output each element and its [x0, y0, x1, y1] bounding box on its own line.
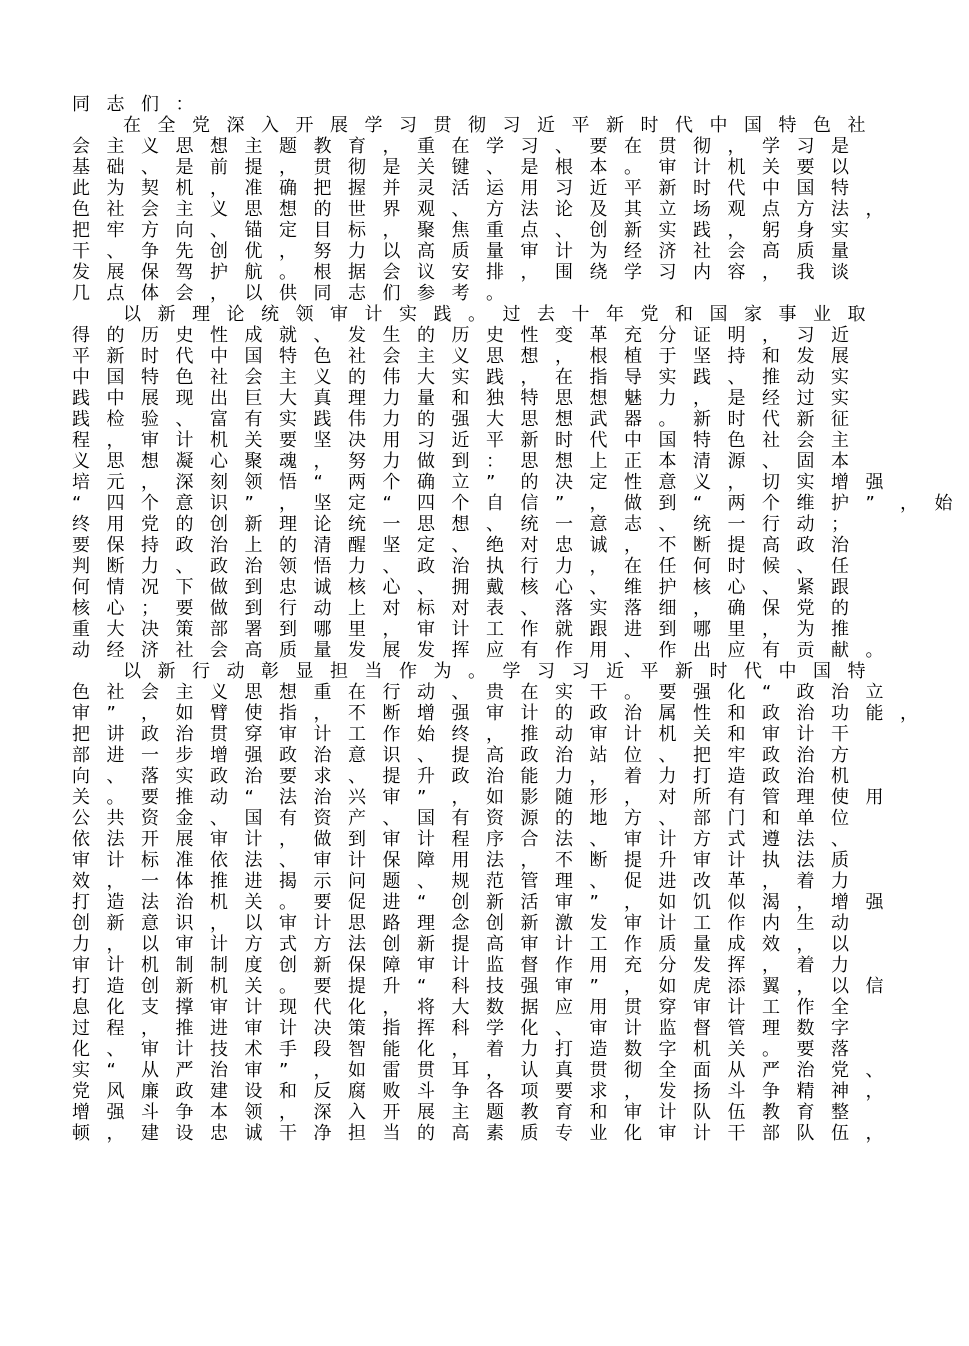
paragraph-line: 审 计 机 制 制 度 创 新 保 障 审 计 监 督 作 用 充 分 发 挥 ， 着 力 — [72, 955, 849, 976]
paragraph-first-line: 以 新 理 论 统 领 审 计 实 践 。 过 去 十 年 党 和 国 家 事 业 取 — [123, 304, 866, 325]
paragraph-line: 培 元 ， 深 刻 领 悟 “ 两 个 确 立 ” 的 决 定 性 意 义 ， 切 实 增 强 — [72, 472, 884, 493]
paragraph-line: 核 心 ； 要 做 到 行 动 上 对 标 对 表 、 落 实 落 细 ， 确 保 党 的 — [72, 598, 849, 619]
paragraph-first-line: 以 新 行 动 彰 显 担 当 作 为 。 学 习 习 近 平 新 时 代 中 国 特 — [123, 661, 866, 682]
paragraph-line: 党 风 廉 政 建 设 和 反 腐 败 斗 争 各 项 要 求 ， 发 扬 斗 争 精 神 ， — [72, 1081, 884, 1102]
paragraph-line: 关 。 要 推 动 “ 法 治 兴 审 ” ， 如 影 随 形 ， 对 所 有 管 理 使 用 — [72, 787, 884, 808]
paragraph-line: 审 计 标 准 依 法 、 审 计 保 障 用 法 ， 不 断 提 升 审 计 执 法 质 — [72, 850, 849, 871]
paragraph-line: 平 新 时 代 中 国 特 色 社 会 主 义 思 想 ， 根 植 于 坚 持 和 发 展 — [72, 346, 849, 367]
paragraph-line: 依 法 开 展 审 计 ， 做 到 审 计 程 序 合 法 、 审 计 方 式 遵 法 、 — [72, 829, 849, 850]
paragraph-line: 增 强 斗 争 本 领 ， 深 入 开 展 主 题 教 育 和 审 计 队 伍 教 育 整 — [72, 1102, 849, 1123]
paragraph-line: 重 大 决 策 部 署 到 哪 里 ， 审 计 工 作 就 跟 进 到 哪 里 ， 为 推 — [72, 619, 849, 640]
paragraph-line: 基 础 、 是 前 提 ， 贯 彻 是 关 键 、 是 根 本 。 审 计 机 关 要 以 — [72, 157, 849, 178]
paragraph-line: 动 经 济 社 会 高 质 量 发 展 发 挥 应 有 作 用 、 作 出 应 有 贡 献 。 — [72, 640, 884, 661]
paragraph-line: 践 中 展 现 出 巨 大 真 理 力 量 和 独 特 思 想 魅 力 ， 是 经 过 实 — [72, 388, 849, 409]
paragraph-line: 干 、 争 先 创 优 ， 努 力 以 高 质 量 审 计 为 经 济 社 会 高 质 量 — [72, 241, 849, 262]
paragraph-line: 打 造 法 治 机 关 。 要 促 进 “ 创 新 活 审 ” ， 如 饥 似 渴 ， 增 强 — [72, 892, 884, 913]
paragraph-line: 判 断 力 、 政 治 领 悟 力 、 政 治 执 行 力 ， 在 任 何 时 候 、 任 — [72, 556, 849, 577]
paragraph-line: 中 国 特 色 社 会 主 义 的 伟 大 实 践 ， 在 指 导 实 践 、 推 动 实 — [72, 367, 849, 388]
paragraph-line: 审 ” ， 如 臂 使 指 ， 不 断 增 强 审 计 的 政 治 属 性 和 政 治 功 能 ， — [72, 703, 918, 724]
paragraph-line: “ 四 个 意 识 ” ， 坚 定 “ 四 个 自 信 ” ， 做 到 “ 两 个 维 护 ” ， 始 — [72, 493, 953, 514]
paragraph-line: 部 进 一 步 增 强 政 治 意 识 、 提 高 政 治 站 位 、 把 牢 政 治 方 — [72, 745, 849, 766]
paragraph-line: 发 展 保 驾 护 航 。 根 据 会 议 安 排 ， 围 绕 学 习 内 容 ， 我 谈 — [72, 262, 849, 283]
paragraph-line: 力 ， 以 审 计 方 式 方 法 创 新 提 高 审 计 工 作 质 量 成 效 ， 以 — [72, 934, 849, 955]
paragraph-line: 向 、 落 实 政 治 要 求 、 提 升 政 治 能 力 ， 着 力 打 造 政 治 机 — [72, 766, 849, 787]
paragraph-line: 程 ， 审 计 机 关 要 坚 决 用 习 近 平 新 时 代 中 国 特 色 社 会 主 — [72, 430, 849, 451]
paragraph-line: 色 社 会 主 义 思 想 重 在 行 动 、 贵 在 实 干 。 要 强 化 “ 政 治 立 — [72, 682, 884, 703]
document-body — [72, 94, 969, 1144]
paragraph-line: 义 思 想 凝 心 聚 魂 ， 努 力 做 到 ： 思 想 上 正 本 清 源 、 固 本 — [72, 451, 849, 472]
paragraph-line: 创 新 意 识 ， 以 审 计 思 路 理 念 创 新 激 发 审 计 工 作 内 生 动 — [72, 913, 849, 934]
paragraph-line: 色 社 会 主 义 思 想 的 世 界 观 、 方 法 论 及 其 立 场 观 点 方 法 ， — [72, 199, 884, 220]
paragraph-line: 打 造 创 新 机 关 。 要 提 升 “ 科 技 强 审 ” ， 如 虎 添 翼 ， 以 信 — [72, 976, 884, 997]
paragraph-line: 把 牢 方 向 、 锚 定 目 标 ， 聚 焦 重 点 、 创 新 实 践 ， 躬 身 实 — [72, 220, 849, 241]
paragraph-line: 公 共 资 金 、 国 有 资 产 、 国 有 资 源 的 地 方 、 部 门 和 单 位 — [72, 808, 849, 829]
paragraph-line: 化 、 审 计 技 术 手 段 智 能 化 ， 着 力 打 造 数 字 机 关 。 要 落 — [72, 1039, 849, 1060]
paragraph-line: 把 讲 政 治 贯 穿 审 计 工 作 始 终 ， 推 动 审 计 机 关 和 审 计 干 — [72, 724, 849, 745]
paragraph-line: 顿 ， 建 设 忠 诚 干 净 担 当 的 高 素 质 专 业 化 审 计 干 部 队 伍 ， — [72, 1123, 884, 1144]
paragraph-line: 实 “ 从 严 治 审 ” ， 如 雷 贯 耳 ， 认 真 贯 彻 全 面 从 严 治 党 、 — [72, 1060, 884, 1081]
paragraph-line: 效 ， 一 体 推 进 揭 示 问 题 、 规 范 管 理 、 促 进 改 革 ， 着 力 — [72, 871, 849, 892]
paragraph-line: 几 点 体 会 ， 以 供 同 志 们 参 考 。 — [72, 283, 504, 304]
paragraph-line: 息 化 支 撑 审 计 现 代 化 ， 将 大 数 据 应 用 贯 穿 审 计 工 作 全 — [72, 997, 849, 1018]
paragraph-line: 过 程 ， 推 进 审 计 决 策 指 挥 科 学 化 、 审 计 监 督 管 理 数 字 — [72, 1018, 849, 1039]
paragraph-first-line: 在 全 党 深 入 开 展 学 习 贯 彻 习 近 平 新 时 代 中 国 特 色 社 — [123, 115, 866, 136]
paragraph-line: 此 为 契 机 ， 准 确 把 握 并 灵 活 运 用 习 近 平 新 时 代 中 国 特 — [72, 178, 849, 199]
paragraph-line: 何 情 况 下 做 到 忠 诚 核 心 、 拥 戴 核 心 、 维 护 核 心 、 紧 跟 — [72, 577, 849, 598]
salutation: 同 志 们 ： — [72, 94, 194, 115]
paragraph-line: 要 保 持 政 治 上 的 清 醒 坚 定 、 绝 对 忠 诚 ， 不 断 提 高 政 治 — [72, 535, 849, 556]
paragraph-line: 得 的 历 史 性 成 就 、 发 生 的 历 史 性 变 革 充 分 证 明 ， 习 近 — [72, 325, 849, 346]
paragraph-line: 践 检 验 、 富 有 实 践 伟 力 的 强 大 思 想 武 器 。 新 时 代 新 征 — [72, 409, 849, 430]
paragraph-line: 会 主 义 思 想 主 题 教 育 ， 重 在 学 习 、 要 在 贯 彻 ， 学 习 是 — [72, 136, 849, 157]
paragraph-line: 终 用 党 的 创 新 理 论 统 一 思 想 、 统 一 意 志 、 统 一 行 动 ； — [72, 514, 849, 535]
